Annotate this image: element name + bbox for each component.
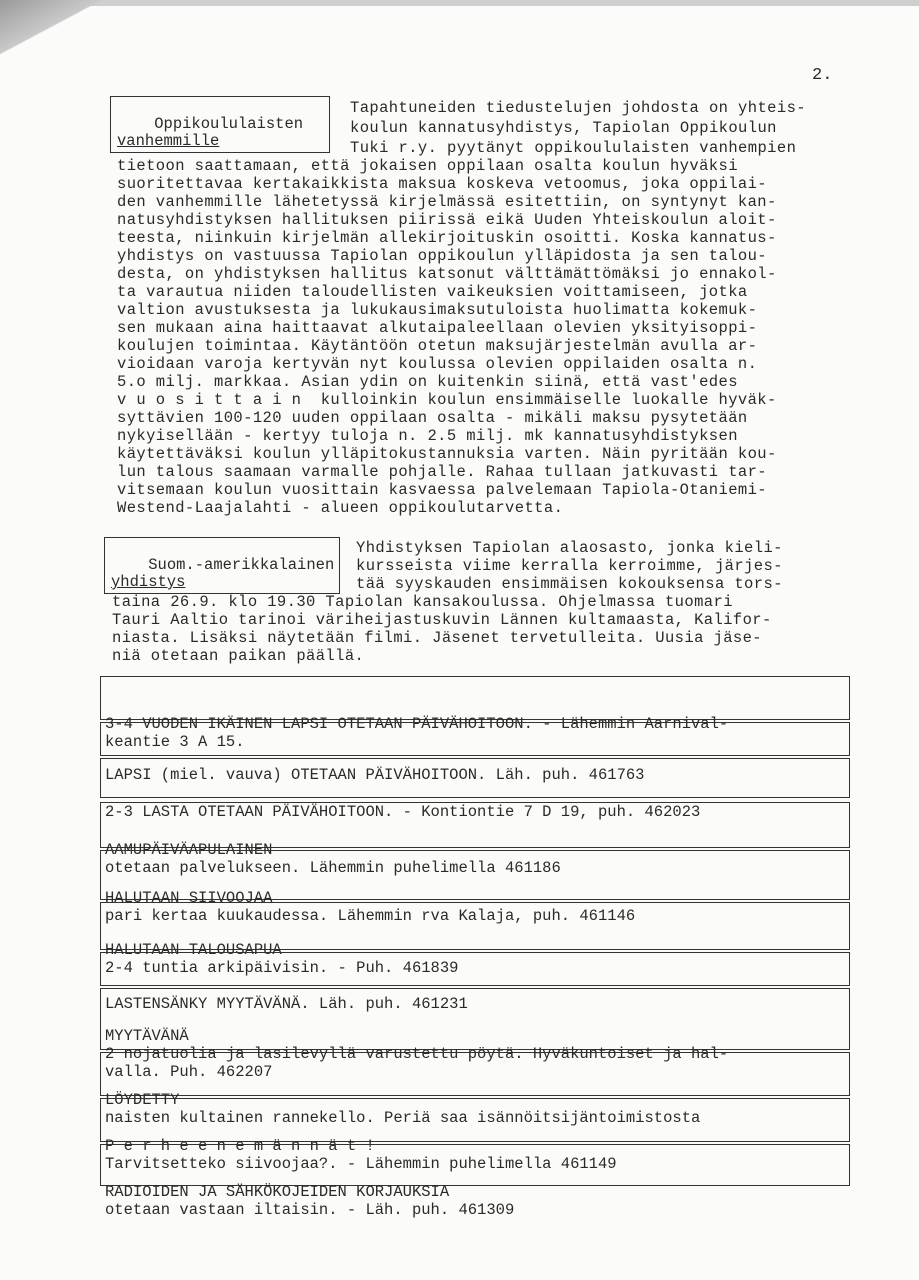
section1-line: sen mukaan aina haittaavat alkutaipaleellaan olevien yksityisoppi- <box>117 319 758 337</box>
section1-line: Tapahtuneiden tiedustelujen johdosta on yhteis- <box>350 99 806 117</box>
ad-line: otetaan palvelukseen. Lähemmin puhelimella 461186 <box>105 859 561 877</box>
section2-line: taina 26.9. klo 19.30 Tapiolan kansakoulussa. Ohjelmassa tuomari <box>112 593 733 611</box>
ad-line: Tarvitsetteko siivoojaa?. - Lähemmin puhelimella 461149 <box>105 1155 617 1173</box>
section2-line: Tauri Aaltio tarinoi väriheijastuskuvin Lännen kultamaasta, Kalifor- <box>112 611 772 629</box>
ad-line: P e r h e e n e m ä n n ä t ! <box>105 1137 375 1155</box>
classified-ad-household-help <box>100 902 850 977</box>
section1-heading-box <box>110 96 330 153</box>
section1-line: koulun kannatusyhdistys, Tapiolan Oppikoulun <box>350 119 777 137</box>
section1-line: natusyhdistyksen hallituksen piirissä eikä Uuden Yhteiskoulun aloit- <box>117 211 777 229</box>
section1-line: 5.o milj. markkaa. Asian ydin on kuitenkin siinä, että vast'edes <box>117 373 738 391</box>
classified-ad-radio-repairs <box>100 1144 850 1219</box>
classified-ad-daycare-kontiontie <box>100 758 850 821</box>
section2-heading-line2: yhdistys <box>111 573 186 591</box>
section1-line: ta varautua niiden taloudellisten vaikeuksien voittamiseen, jotka <box>117 283 748 301</box>
ad-line: AAMUPÄIVÄAPULAINEN <box>105 841 273 859</box>
ad-line: 2 nojatuolia ja lasilevyllä varustettu pöytä. Hyväkuntoiset ja hal- <box>105 1045 729 1063</box>
section2-line: niasta. Lisäksi näytetään filmi. Jäsenet tervetulleita. Uusia jäse- <box>112 629 763 647</box>
section1-line: nykyisellään - kertyy tuloja n. 2.5 milj. mk kannatusyhdistyksen <box>117 427 738 445</box>
classified-ad-housewives-cleaner <box>100 1098 850 1173</box>
ad-line: keantie 3 A 15. <box>105 733 245 751</box>
section2-line: niä otetaan paikan päällä. <box>112 647 365 665</box>
page-number: 2. <box>812 66 833 85</box>
section1-heading-line2: vanhemmille <box>117 132 220 150</box>
section1-heading-line1: Oppikoululaisten <box>154 115 304 133</box>
section2-line: kursseista viime kerralla kerroimme, järjes- <box>356 557 783 575</box>
section1-line: koulujen toimintaa. Käytäntöön otetun maksujärjestelmän avulla ar- <box>117 337 758 355</box>
section2-line: tää syyskauden ensimmäisen kokouksensa tors- <box>356 575 783 593</box>
ad-line: RADIOIDEN JA SÄHKÖKOJEIDEN KORJAUKSIA <box>105 1183 450 1201</box>
ad-line: LAPSI (miel. vauva) OTETAAN PÄIVÄHOITOON. Läh. puh. 461763 <box>105 766 645 784</box>
ad-line: valla. Puh. 462207 <box>105 1063 273 1081</box>
section1-line: tietoon saattamaan, että jokaisen oppilaan osalta koulun hyväksi <box>117 157 738 175</box>
classified-ad-daycare-aarnivalkeantie <box>100 676 850 751</box>
ad-line: 2-4 tuntia arkipäivisin. - Puh. 461839 <box>105 959 459 977</box>
section1-line: vitsemaan koulun vuosittain kasvaessa palvelemaan Tapiola-Otaniemi- <box>117 481 768 499</box>
section1-line: den vanhemmille lähetetyssä kirjelmässä esitettiin, on syntynyt kan- <box>117 193 777 211</box>
classified-ad-furniture-for-sale <box>100 988 850 1081</box>
section1-line: desta, on yhdistyksen hallitus katsonut välttämättömäksi jo ennakol- <box>117 265 777 283</box>
section1-line: v u o s i t t a i n kulloinkin koulun ensimmäiselle luokalle hyväk- <box>117 391 777 409</box>
section1-line: lun talous saamaan varmalle pohjalle. Rahaa tullaan jatkuvasti tar- <box>117 463 768 481</box>
section2-line: Yhdistyksen Tapiolan alaosasto, jonka kieli- <box>356 539 783 557</box>
ad-line: MYYTÄVÄNÄ <box>105 1027 189 1045</box>
section1-line: Westend-Laajalahti - alueen oppikoulutarvetta. <box>117 499 564 517</box>
section1-line: suoritettavaa kertakaikkista maksua koskeva vetoomus, joka oppilai- <box>117 175 768 193</box>
section2-heading-box <box>104 537 340 594</box>
ad-line: naisten kultainen rannekello. Periä saa isännöitsijäntoimistosta <box>105 1109 701 1127</box>
classified-ad-found-bracelet <box>100 1052 850 1127</box>
ad-line: LÖYDETTY <box>105 1091 180 1109</box>
section1-line: valtion avustuksesta ja lukukausimaksutuloista huolimatta kokemuk- <box>117 301 758 319</box>
ad-line: 3-4 VUODEN IKÄINEN LAPSI OTETAAN PÄIVÄHOITOON. - Lähemmin Aarnival- <box>105 715 729 733</box>
ad-line: pari kertaa kuukaudessa. Lähemmin rva Kalaja, puh. 461146 <box>105 907 636 925</box>
section1-line: syttävien 100-120 uuden oppilaan osalta - mikäli maksu pysytetään <box>117 409 748 427</box>
section1-line: käytettäväksi koulun ylläpitokustannuksia varten. Näin pyritään kou- <box>117 445 777 463</box>
ad-line: otetaan vastaan iltaisin. - Läh. puh. 461309 <box>105 1201 515 1219</box>
classified-ad-crib-for-sale <box>100 952 850 1013</box>
page-top-edge <box>0 0 919 6</box>
section1-line: yhdistys on vastuussa Tapiolan oppikoulun ylläpidosta ja sen talou- <box>117 247 768 265</box>
classified-ad-morning-helper <box>100 802 850 877</box>
ad-line: HALUTAAN TALOUSAPUA <box>105 941 282 959</box>
section1-line: vioidaan varoja kertyvän nyt koulussa olevien oppilaiden osalta n. <box>117 355 758 373</box>
section2-heading-line1: Suom.-amerikkalainen <box>148 556 335 574</box>
ad-line: HALUTAAN SIIVOOJAA <box>105 889 273 907</box>
ad-line: 2-3 LASTA OTETAAN PÄIVÄHOITOON. - Kontiontie 7 D 19, puh. 462023 <box>105 803 701 821</box>
classified-ad-daycare-baby <box>100 722 850 784</box>
folded-corner <box>0 0 120 70</box>
ad-line: LASTENSÄNKY MYYTÄVÄNÄ. Läh. puh. 461231 <box>105 995 468 1013</box>
section1-line: Tuki r.y. pyytänyt oppikoululaisten vanhempien <box>350 139 797 157</box>
section1-line: teesta, niinkuin kirjelmän allekirjoituskin osoitti. Koska kannatus- <box>117 229 777 247</box>
classified-ad-cleaner-wanted <box>100 850 850 925</box>
